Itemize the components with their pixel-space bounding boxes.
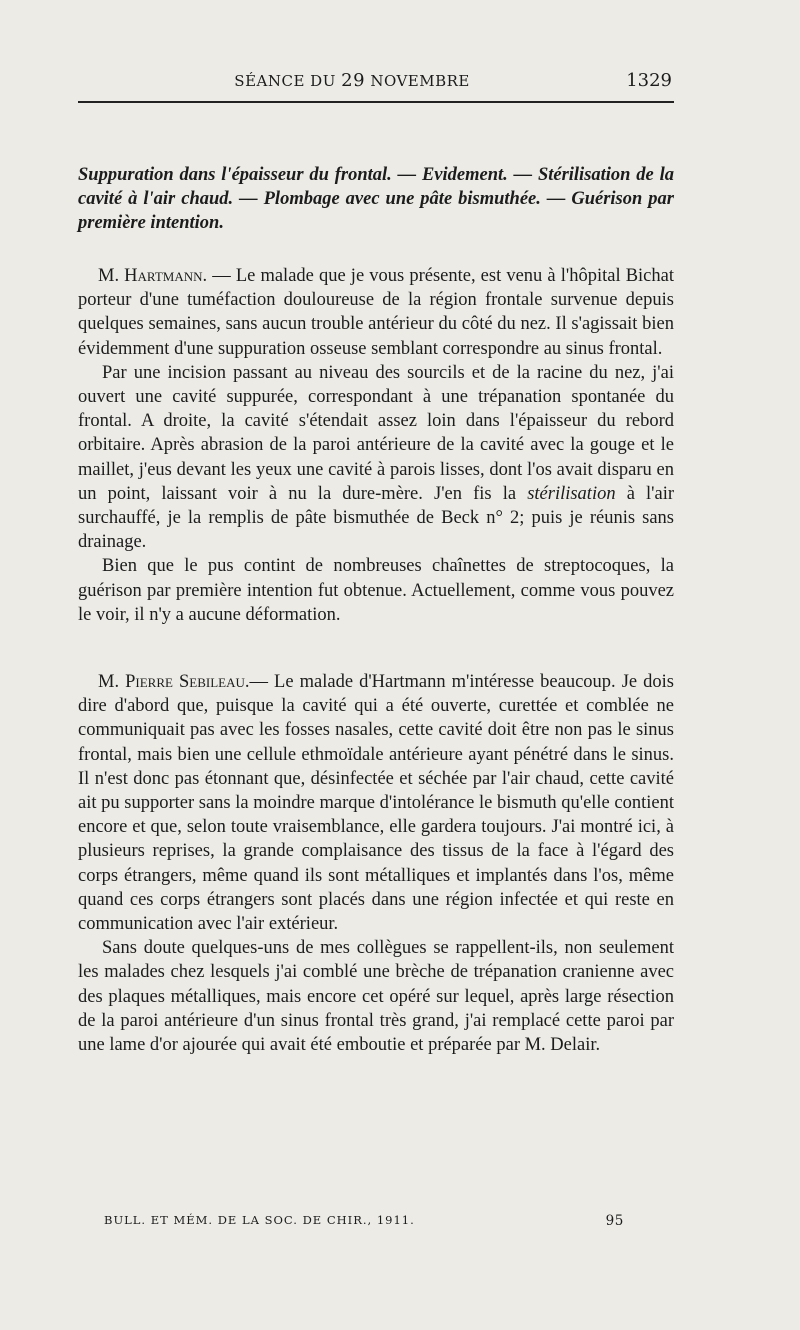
page-number: 1329: [626, 70, 672, 91]
speaker-sebileau: M. Pierre Sebileau.: [98, 672, 250, 693]
speaker-hartmann: M. Hartmann.: [98, 266, 208, 286]
hartmann-paragraph-2: [78, 361, 674, 555]
page-footer: [104, 1213, 624, 1229]
running-title-month: NOVEMBRE: [370, 72, 470, 90]
hartmann-paragraph-3: Bien que le pus contint de nombreuses chaînettes de streptocoques, la guérison par première intention fut obtenue. Actuellement, comme vous pouvez le voir, il n'y a aucune déformation.: [78, 556, 674, 625]
signature-mark: 95: [605, 1213, 624, 1229]
sebileau-paragraph-2: Sans doute quelques-uns de mes collègues se rappellent-ils, non seulement les malades chez lesquels j'ai comblé une brèche de trépanation cranienne avec des plaques métalliques, mais encore cet opéré sur lequel, après large résection de la paroi antérieure d'un sinus frontal très grand, j'ai remplacé cette paroi par une lame d'or ajourée qui avait été emboutie et préparée par M. Delair.: [78, 938, 674, 1056]
article-subject: Suppuration dans l'épaisseur du frontal. — Evidement. — Stérilisation de la cavité à l'air chaud. — Plombage avec une pâte bismuthée. — Guérison par première intention.: [78, 165, 674, 233]
header-rule: [78, 101, 674, 103]
sebileau-text-1: — Le malade d'Hartmann m'intéresse beaucoup. Je dois dire d'abord que, puisque la cavité qui a été ouverte, curettée et comblée ne communiquait pas avec les fosses nasales, cette cavité doit être non pas le sinus frontal, mais bien une cellule ethmoïdale antérieure ayant pénétré dans le sinus. Il n'est donc pas étonnant que, désinfectée et séchée par l'air chaud, cette cavité ait pu supporter sans la moindre marque d'intolérance le bismuth qu'elle contient encore et que, selon toute vraisemblance, elle gardera toujours. J'ai montré ici, à plusieurs reprises, la grande complaisance des tissus de la face à l'égard des corps étrangers, même quand ils sont métalliques et implantés dans l'os, même quand ces corps étrangers sont placés dans une région infectée et qui reste en communication avec l'air extérieur.: [78, 672, 674, 935]
hartmann-text-2a: Par une incision passant au niveau des sourcils et de la racine du nez, j'ai ouvert une cavité suppurée, correspondant à une trépanation spontanée du frontal. A droite, la cavité s'étendait assez loin dans l'épaisseur du rebord orbitaire. Après abrasion de la paroi antérieure de la cavité avec la gouge et le maillet, j'eus devant les yeux une cavité à parois lisses, dont l'os avait disparu en un point, laissant voir à nu la dure-mère. J'en fis la: [78, 362, 674, 504]
running-title-prefix: SÉANCE DU: [234, 72, 336, 90]
sebileau-paragraph-1: [78, 670, 674, 936]
running-header: [78, 70, 672, 91]
hartmann-text-2b: à l'air surchauffé, je la remplis de pâte bismuthée de Beck n° 2; puis je réunis sans drainage.: [78, 483, 675, 553]
article-body: [78, 163, 674, 1057]
running-title-day: 29: [341, 70, 366, 91]
bulletin-citation: BULL. ET MÉM. DE LA SOC. DE CHIR., 1911.: [104, 1213, 415, 1227]
section-gap: [78, 627, 674, 670]
hartmann-text-1: — Le malade que je vous présente, est venu à l'hôpital Bichat porteur d'une tuméfaction douloureuse de la région frontale survenue depuis quelques semaines, sans aucun trouble antérieur du côté du nez. Il s'agissait bien évidemment d'une suppuration osseuse semblant correspondre au sinus frontal.: [78, 266, 674, 359]
hartmann-paragraph-1: [78, 264, 674, 361]
hartmann-text-2-italic: stérilisation: [527, 483, 616, 504]
running-title: [78, 70, 626, 91]
